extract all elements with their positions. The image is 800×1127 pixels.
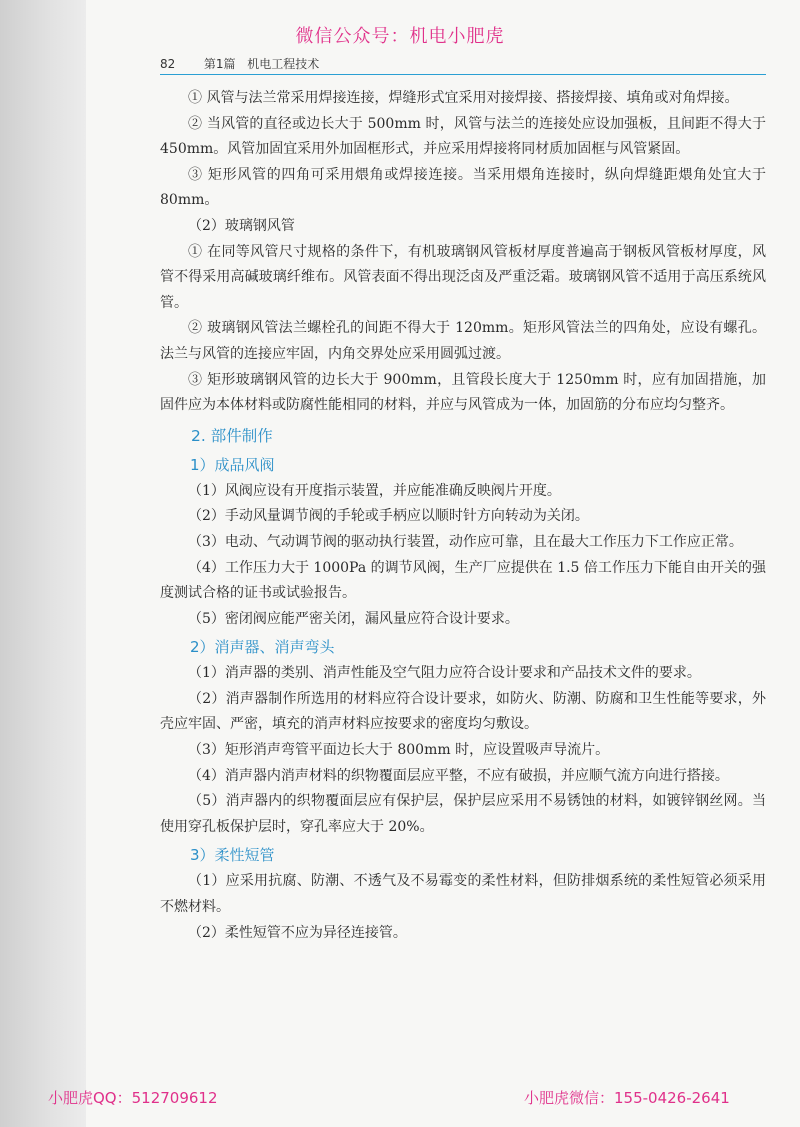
paragraph: ③ 矩形玻璃钢风管的边长大于 900mm，且管段长度大于 1250mm 时，应有加固措施，加固件应为本体材料或防腐性能相同的材料，并应与风管成为一体，加固筋的分布应均匀整齐。 [160,371,766,414]
paragraph: ① 风管与法兰常采用焊接连接，焊缝形式宜采用对接焊接、搭接焊接、填角或对角焊接。 [188,90,739,106]
header-title: 机电工程技术 [247,57,320,71]
section-heading: 2. 部件制作 [191,426,273,445]
paragraph: ② 玻璃钢风管法兰螺栓孔的间距不得大于 120mm。矩形风管法兰的四角处，应设有螺孔。法兰与风管的连接应牢固，内角交界处应采用圆弧过渡。 [160,320,766,362]
list-item: （2）手动风量调节阀的手轮或手柄应以顺时针方向转动为关闭。 [188,508,589,525]
subsection-heading: （2）玻璃钢风管 [188,217,295,234]
page-gutter [0,0,86,1127]
page-number: 82 [160,57,176,71]
header-part: 第1篇 [203,57,236,71]
list-item: （1）消声器的类别、消声性能及空气阻力应符合设计要求和产品技术文件的要求。 [188,665,701,682]
list-item: （2）消声器制作所选用的材料应符合设计要求，如防火、防潮、防腐和卫生性能等要求，外壳应牢固、严密，填充的消声材料应按要求的密度均匀敷设。 [160,690,766,733]
running-header [160,55,766,72]
list-item: （1）风阀应设有开度指示装置，并应能准确反映阀片开度。 [188,482,561,499]
list-item: （5）密闭阀应能严密关闭，漏风量应符合设计要求。 [188,610,519,627]
page-content [160,86,766,946]
paragraph: ② 当风管的直径或边长大于 500mm 时，风管与法兰的连接处应设加强板，且间距不得大于 450mm。风管加固宜采用外加固框形式，并应采用焊接将同材质加固框与风管紧固。 [160,115,766,158]
list-item: （3）矩形消声弯管平面边长大于 800mm 时，应设置吸声导流片。 [188,742,610,759]
list-item: （3）电动、气动调节阀的驱动执行装置，动作应可靠，且在最大工作压力下工作应正常。 [188,533,743,550]
list-item: （4）工作压力大于 1000Pa 的调节风阀，生产厂应提供在 1.5 倍工作压力下能自由开关的强度测试合格的证书或试验报告。 [160,559,766,602]
subsection-heading: 3）柔性短管 [190,846,275,865]
header-rule [160,74,766,75]
paragraph: ③ 矩形风管的四角可采用煨角或焊接连接。当采用煨角连接时，纵向焊缝距煨角处宜大于 80mm。 [160,166,766,209]
subsection-heading: 1）成品风阀 [190,455,275,474]
list-item: （5）消声器内的织物覆面层应有保护层，保护层应采用不易锈蚀的材料，如镀锌钢丝网。当使用穿孔板保护层时，穿孔率应大于 20%。 [160,793,766,835]
watermark-bottom-right: 小肥虎微信：155-0426-2641 [524,1089,730,1107]
subsection-heading: 2）消声器、消声弯头 [190,638,335,657]
list-item: （2）柔性短管不应为异径连接管。 [188,924,407,941]
paragraph: ① 在同等风管尺寸规格的条件下，有机玻璃钢风管板材厚度普遍高于钢板风管板材厚度，风管不得采用高碱玻璃纤维布。风管表面不得出现泛卤及严重泛霜。玻璃钢风管不适用于高压系统风管。 [160,243,766,311]
watermark-bottom-left: 小肥虎QQ：512709612 [48,1089,218,1107]
list-item: （4）消声器内消声材料的织物覆面层应平整，不应有破损，并应顺气流方向进行搭接。 [188,767,729,784]
list-item: （1）应采用抗腐、防潮、不透气及不易霉变的柔性材料，但防排烟系统的柔性短管必须采用不燃材料。 [160,873,766,916]
watermark-top: 微信公众号：机电小肥虎 [295,26,505,47]
